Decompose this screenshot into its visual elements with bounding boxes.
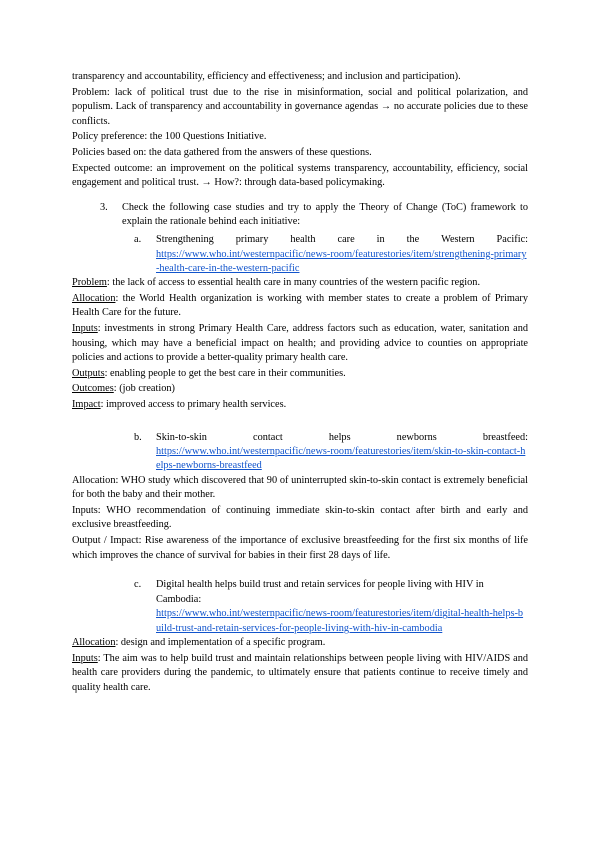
case-a-link[interactable]: https://www.who.int/westernpacific/news-room/featurestories/item/strengthening-primary-health-care-in-the-western-pacific <box>156 248 527 274</box>
intro-line1: transparency and accountability, efficiency and effectiveness; and inclusion and participation). <box>72 71 461 82</box>
list-item-case-a <box>72 233 528 276</box>
paragraph-label: Outcomes <box>72 383 114 395</box>
paragraph-text: : design and implementation of a specific program. <box>115 636 326 648</box>
paragraph-text: : enabling people to get the best care in their communities. <box>104 367 346 379</box>
question-3-text: Check the following case studies and try to apply the Theory of Change (ToC) framework to explain the rationale behind each initiative: <box>122 201 528 228</box>
paragraph-label: Impact <box>72 398 101 410</box>
case-c-paragraph <box>72 652 528 696</box>
case-a-paragraph <box>72 367 528 382</box>
list-item-case-b <box>72 431 528 474</box>
case-a-paragraph <box>72 276 528 291</box>
case-b-title: Skin-to-skin contact helps newborns breastfeed: <box>156 431 528 443</box>
paragraph-label: Allocation <box>72 292 116 304</box>
paragraph-text: : (job creation) <box>113 383 175 395</box>
paragraph-label: Outputs <box>72 367 105 379</box>
case-a-body <box>72 276 528 412</box>
paragraph-label: Inputs <box>72 652 98 664</box>
list-item-question-3 <box>72 201 528 230</box>
list-marker: 3. <box>100 201 108 213</box>
case-a-paragraph <box>72 398 528 413</box>
list-item-case-c <box>72 578 528 636</box>
case-c-link[interactable]: https://www.who.int/westernpacific/news-room/featurestories/item/digital-health-helps-build-trust-and-retain-services-for-people-living-with-hiv-in-cambodia <box>156 608 524 634</box>
case-b-paragraph: Inputs: WHO recommendation of continuing immediate skin-to-skin contact after birth and early and exclusive breastfeeding. <box>72 504 528 531</box>
case-c-title: Digital health helps build trust and retain services for people living with HIV in Cambodia: <box>156 579 484 605</box>
case-c-body <box>72 636 528 695</box>
case-b-body <box>72 474 528 564</box>
intro-policy-preference: Policy preference: the 100 Questions Initiative. <box>72 131 267 143</box>
case-a-paragraph <box>72 292 528 321</box>
intro-problem: Problem: lack of political trust due to the rise in misinformation, social and political polarization, and populism. Lack of transparency and accountability in governance agendas → no accurate policies due to these conflicts. <box>72 86 528 127</box>
case-b-link[interactable]: https://www.who.int/westernpacific/news-room/featurestories/item/skin-to-skin-contact-helps-newborns-breastfeed <box>156 446 526 472</box>
paragraph-text: : the lack of access to essential health care in many countries of the western pacific region. <box>106 277 481 289</box>
intro-expected-outcome: Expected outcome: an improvement on the political systems transparency, accountability, efficiency, social engagement and political trust. → How?: through data-based policymaking. <box>72 162 528 189</box>
paragraph-text: : improved access to primary health services. <box>100 398 287 410</box>
list-marker: b. <box>134 431 142 443</box>
paragraph-label: Inputs <box>72 322 98 334</box>
paragraph-text: : The aim was to help build trust and maintain relationships between people living with HIV/AIDS and health care providers during the pandemic, to ultimately ensure that patients continue to receive timely and quality health care. <box>72 652 528 693</box>
intro-policies-based-on: Policies based on: the data gathered from the answers of these questions. <box>72 147 372 159</box>
case-a-paragraph <box>72 322 528 366</box>
case-b-paragraph: Allocation: WHO study which discovered that 90 of uninterrupted skin-to-skin contact is extremely beneficial for both the baby and their mother. <box>72 474 528 501</box>
case-a-title: Strengthening primary health care in the Western Pacific: <box>156 234 528 246</box>
case-a-paragraph <box>72 382 528 397</box>
list-marker: a. <box>134 234 142 246</box>
paragraph-label: Allocation <box>72 636 116 648</box>
list-marker: c. <box>134 579 142 591</box>
paragraph-label: Problem <box>72 277 107 289</box>
paragraph-text: : investments in strong Primary Health Care, address factors such as education, water, sanitation and housing, which may have a beneficial impact on health; and providing advice to counties on appropriate policies and actions to provide a better-quality primary health care. <box>72 322 528 364</box>
case-b-paragraph: Output / Impact: Rise awareness of the importance of exclusive breastfeeding for the first six months of life which improves the chance of survival for babies in their first 28 days of life. <box>72 535 528 561</box>
paragraph-text: : the World Health organization is working with member states to create a problem of Primary Health Care for the future. <box>72 292 528 319</box>
case-c-paragraph <box>72 636 528 651</box>
